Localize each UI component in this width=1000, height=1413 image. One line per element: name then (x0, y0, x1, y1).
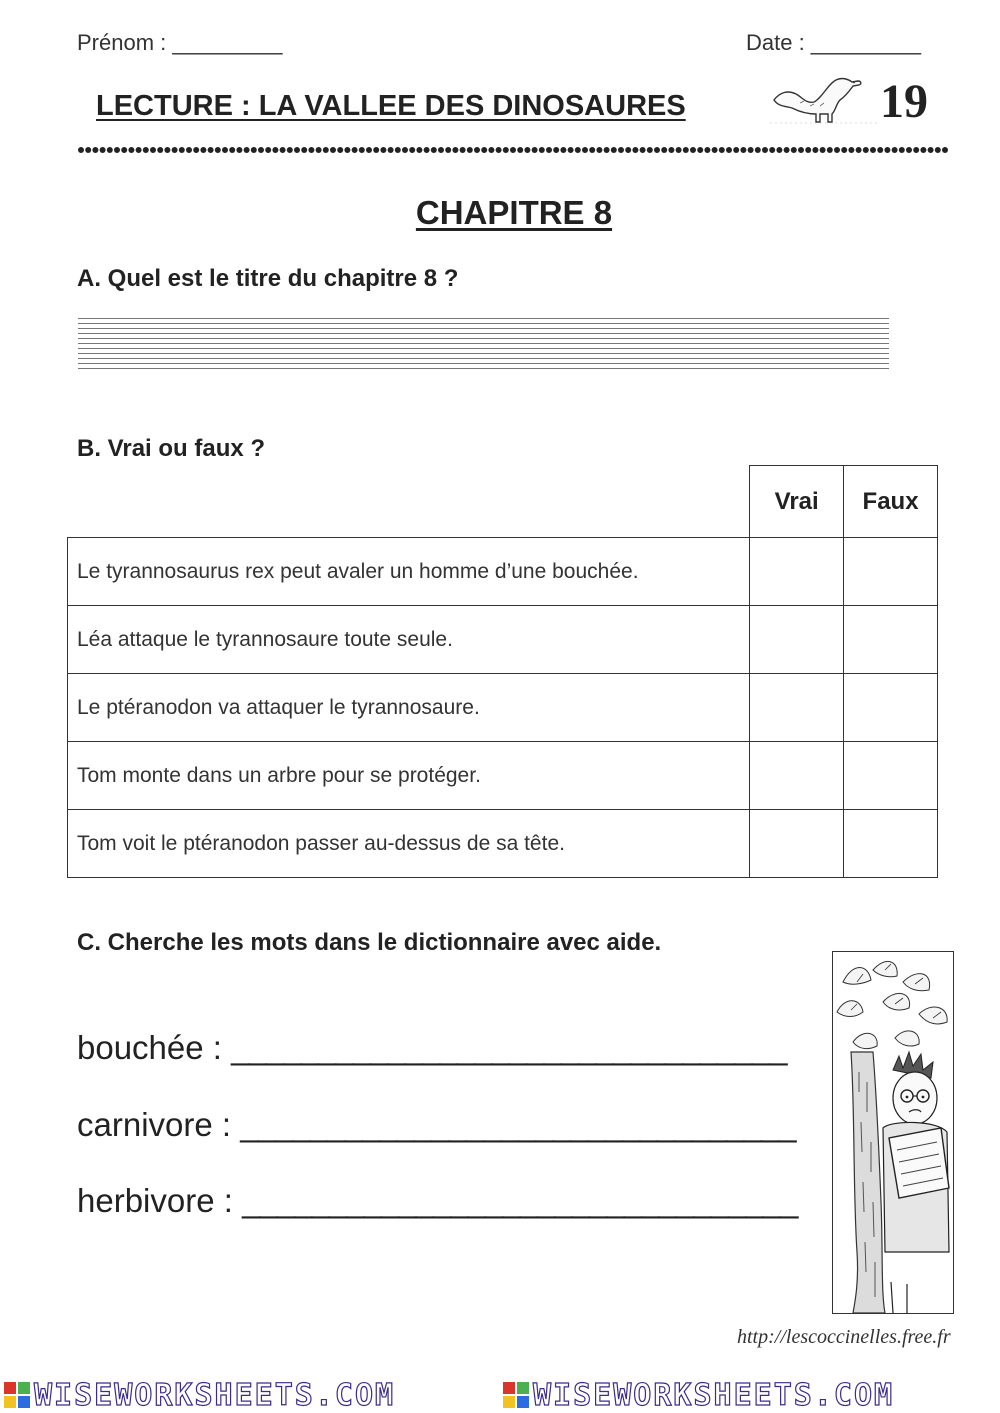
column-header-false: Faux (844, 466, 938, 538)
source-url[interactable]: http://lescoccinelles.free.fr (737, 1326, 951, 1348)
statement-text: Tom monte dans un arbre pour se protéger. (68, 742, 750, 810)
boy-behind-tree-illustration (832, 951, 954, 1314)
false-checkbox[interactable] (844, 674, 938, 742)
dinosaur-icon (770, 70, 878, 128)
brand-logo-icon (4, 1382, 30, 1408)
table-row (68, 674, 938, 742)
table-row (68, 606, 938, 674)
true-checkbox[interactable] (750, 742, 844, 810)
brand-text: WISEWORKSHEETS.COM (533, 1378, 895, 1413)
vocab-row-herbivore[interactable] (77, 1182, 797, 1220)
false-checkbox[interactable] (844, 606, 938, 674)
statement-text: Le ptéranodon va attaquer le tyrannosaure. (68, 674, 750, 742)
table-row (68, 538, 938, 606)
question-b: B. Vrai ou faux ? (77, 435, 266, 462)
true-false-table (67, 465, 938, 878)
brand-text: WISEWORKSHEETS.COM (34, 1378, 396, 1413)
table-row (68, 742, 938, 810)
question-a: A. Quel est le titre du chapitre 8 ? (77, 265, 459, 292)
statement-text: Tom voit le ptéranodon passer au-dessus de sa tête. (68, 810, 750, 878)
date-field-label: Date : _________ (746, 30, 921, 55)
false-checkbox[interactable] (844, 810, 938, 878)
vocab-word: carnivore : (77, 1106, 241, 1143)
true-checkbox[interactable] (750, 606, 844, 674)
dotted-divider (78, 140, 950, 165)
answer-lines-a[interactable] (78, 318, 889, 373)
false-checkbox[interactable] (844, 538, 938, 606)
vocab-word: herbivore : (77, 1182, 243, 1219)
table-row (68, 810, 938, 878)
brand-logo-icon (503, 1382, 529, 1408)
true-checkbox[interactable] (750, 674, 844, 742)
worksheet-title: LECTURE : LA VALLEE DES DINOSAURES (96, 90, 686, 122)
vocab-answer-blank[interactable]: ________________________________ (231, 1029, 787, 1066)
true-checkbox[interactable] (750, 538, 844, 606)
table-corner (68, 466, 750, 538)
vocab-answer-blank[interactable]: ________________________________ (242, 1182, 798, 1219)
vocab-word: bouchée : (77, 1029, 232, 1066)
first-name-field-label: Prénom : _________ (77, 30, 283, 55)
chapter-title: CHAPITRE 8 (415, 194, 613, 231)
statement-text: Léa attaque le tyrannosaure toute seule. (68, 606, 750, 674)
vocab-row-carnivore[interactable] (77, 1106, 796, 1144)
vocab-row-bouchee[interactable] (77, 1029, 786, 1067)
statement-text: Le tyrannosaurus rex peut avaler un homme d’une bouchée. (68, 538, 750, 606)
page-number: 19 (880, 75, 928, 128)
footer-watermark (0, 1378, 1000, 1413)
vocab-answer-blank[interactable]: ________________________________ (240, 1106, 796, 1143)
question-c: C. Cherche les mots dans le dictionnaire avec aide. (77, 929, 662, 956)
true-checkbox[interactable] (750, 810, 844, 878)
column-header-true: Vrai (750, 466, 844, 538)
false-checkbox[interactable] (844, 742, 938, 810)
